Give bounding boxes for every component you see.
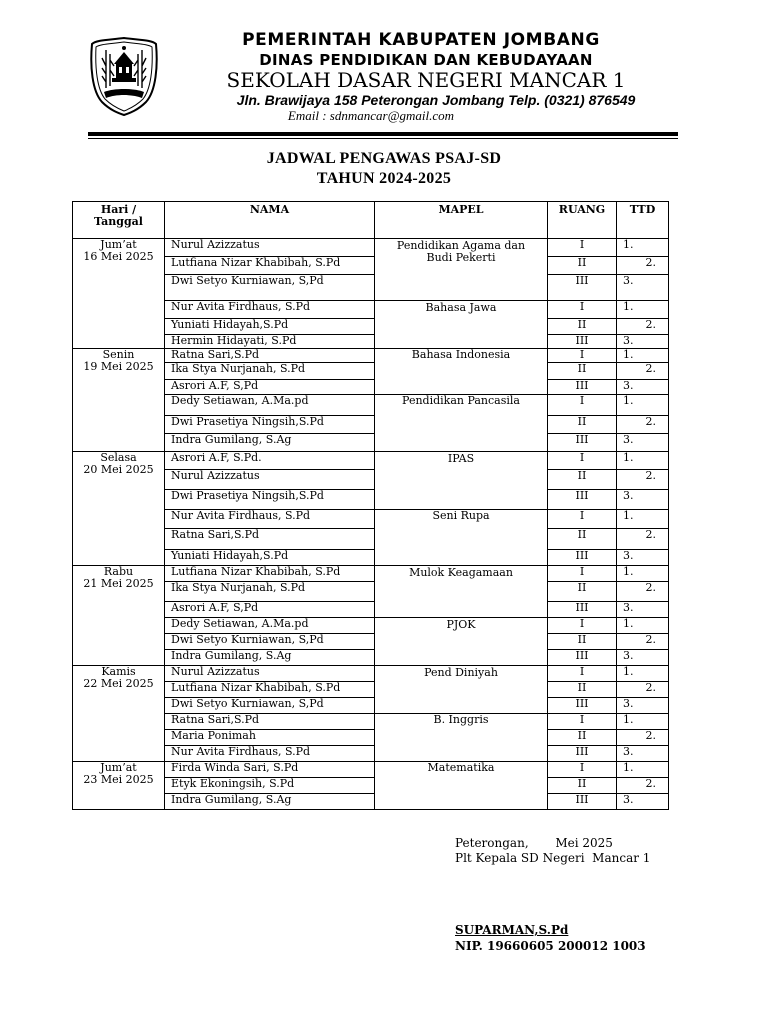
header-nama: NAMA	[165, 202, 375, 239]
jombang-regency-crest-icon	[88, 36, 160, 116]
signature-slot: 3.	[617, 602, 669, 618]
room-cell: II	[548, 778, 617, 794]
supervisor-name: Dedy Setiawan, A.Ma.pd	[165, 395, 375, 416]
signature-slot: 3.	[617, 698, 669, 714]
signature-slot: 2.	[617, 634, 669, 650]
signatory-nip: NIP. 19660605 200012 1003	[455, 939, 646, 953]
room-cell: I	[548, 395, 617, 416]
table-row	[73, 566, 669, 582]
room-cell: II	[548, 529, 617, 550]
room-cell: I	[548, 714, 617, 730]
signature-slot: 3.	[617, 550, 669, 566]
supervisor-name: Etyk Ekoningsih, S.Pd	[165, 778, 375, 794]
supervisor-name: Ratna Sari,S.Pd	[165, 714, 375, 730]
room-cell: I	[548, 666, 617, 682]
subject-cell: Seni Rupa	[375, 510, 548, 566]
room-cell: III	[548, 794, 617, 810]
supervisor-name: Lutfiana Nizar Khabibah, S.Pd	[165, 257, 375, 275]
room-cell: III	[548, 746, 617, 762]
supervisor-name: Indra Gumilang, S.Ag	[165, 434, 375, 452]
room-cell: II	[548, 682, 617, 698]
signature-slot: 1.	[617, 349, 669, 363]
room-cell: III	[548, 698, 617, 714]
signature-slot: 1.	[617, 395, 669, 416]
room-cell: I	[548, 510, 617, 529]
subject-cell: Bahasa Jawa	[375, 301, 548, 349]
school-name: SEKOLAH DASAR NEGERI MANCAR 1	[226, 68, 626, 92]
subject-cell: PJOK	[375, 618, 548, 666]
room-cell: II	[548, 319, 617, 335]
header-ruang: RUANG	[548, 202, 617, 239]
room-cell: II	[548, 634, 617, 650]
supervisor-name: Nurul Azizzatus	[165, 666, 375, 682]
supervisor-name: Firda Winda Sari, S.Pd	[165, 762, 375, 778]
supervisor-name: Asrori A.F, S,Pd	[165, 380, 375, 395]
signature-slot: 1.	[617, 762, 669, 778]
day-cell: Selasa 20 Mei 2025	[73, 452, 165, 566]
room-cell: II	[548, 416, 617, 434]
room-cell: II	[548, 257, 617, 275]
signature-slot: 1.	[617, 566, 669, 582]
supervisor-name: Lutfiana Nizar Khabibah, S.Pd	[165, 682, 375, 698]
table-header-row	[73, 202, 669, 239]
signature-slot: 3.	[617, 434, 669, 452]
subject-cell: Pendidikan Pancasila	[375, 395, 548, 452]
government-name: PEMERINTAH KABUPATEN JOMBANG	[242, 30, 600, 50]
room-cell: III	[548, 490, 617, 510]
room-cell: II	[548, 582, 617, 602]
room-cell: I	[548, 566, 617, 582]
room-cell: III	[548, 550, 617, 566]
signature-slot: 1.	[617, 618, 669, 634]
supervisor-name: Asrori A.F, S.Pd.	[165, 452, 375, 470]
room-cell: I	[548, 301, 617, 319]
signature-slot: 2.	[617, 363, 669, 380]
supervisor-name: Dwi Setyo Kurniawan, S,Pd	[165, 275, 375, 301]
signature-slot: 3.	[617, 490, 669, 510]
supervisor-name: Hermin Hidayati, S.Pd	[165, 335, 375, 349]
signature-slot: 3.	[617, 335, 669, 349]
subject-cell: Pendidikan Agama dan Budi Pekerti	[375, 239, 548, 301]
room-cell: I	[548, 239, 617, 257]
subject-cell: Bahasa Indonesia	[375, 349, 548, 395]
room-cell: III	[548, 434, 617, 452]
signature-slot: 3.	[617, 794, 669, 810]
table-row	[73, 666, 669, 682]
header-hari-tanggal: Hari / Tanggal	[73, 202, 165, 239]
room-cell: I	[548, 452, 617, 470]
document-title: JADWAL PENGAWAS PSAJ-SD	[266, 150, 502, 167]
letterhead-divider-thin	[88, 138, 678, 139]
supervisor-name: Yuniati Hidayah,S.Pd	[165, 319, 375, 335]
supervisor-name: Asrori A.F, S,Pd	[165, 602, 375, 618]
school-address: Jln. Brawijaya 158 Peterongan Jombang Telp. (0321) 876549	[236, 92, 636, 108]
day-cell: Rabu 21 Mei 2025	[73, 566, 165, 666]
signature-slot: 2.	[617, 470, 669, 490]
header-ttd: TTD	[617, 202, 669, 239]
signature-slot: 2.	[617, 682, 669, 698]
supervisor-name: Dwi Setyo Kurniawan, S,Pd	[165, 698, 375, 714]
signature-slot: 2.	[617, 529, 669, 550]
signature-slot: 1.	[617, 666, 669, 682]
day-cell: Kamis 22 Mei 2025	[73, 666, 165, 762]
subject-cell: IPAS	[375, 452, 548, 510]
signature-place-date: Peterongan, Mei 2025	[455, 836, 613, 850]
supervisor-name: Nurul Azizzatus	[165, 239, 375, 257]
room-cell: III	[548, 335, 617, 349]
signature-slot: 2.	[617, 319, 669, 335]
subject-cell: Mulok Keagamaan	[375, 566, 548, 618]
signature-slot: 1.	[617, 239, 669, 257]
signatory-role: Plt Kepala SD Negeri Mancar 1	[455, 851, 651, 865]
supervisor-schedule-table	[72, 201, 669, 810]
signature-slot: 3.	[617, 746, 669, 762]
room-cell: I	[548, 618, 617, 634]
room-cell: III	[548, 275, 617, 301]
room-cell: II	[548, 363, 617, 380]
supervisor-name: Nur Avita Firdhaus, S.Pd	[165, 510, 375, 529]
signature-slot: 2.	[617, 778, 669, 794]
table-row	[73, 452, 669, 470]
letterhead-divider-thick	[88, 132, 678, 136]
room-cell: II	[548, 470, 617, 490]
signature-slot: 1.	[617, 510, 669, 529]
supervisor-name: Dedy Setiawan, A.Ma.pd	[165, 618, 375, 634]
signature-slot: 3.	[617, 275, 669, 301]
table-row	[73, 762, 669, 778]
table-row	[73, 349, 669, 363]
signatory-name: SUPARMAN,S.Pd	[455, 923, 569, 937]
day-cell: Jum’at 23 Mei 2025	[73, 762, 165, 810]
supervisor-name: Ika Stya Nurjanah, S.Pd	[165, 363, 375, 380]
signature-slot: 2.	[617, 416, 669, 434]
document-subtitle: TAHUN 2024-2025	[316, 170, 452, 187]
supervisor-name: Dwi Prasetiya Ningsih,S.Pd	[165, 416, 375, 434]
header-mapel: MAPEL	[375, 202, 548, 239]
supervisor-name: Lutfiana Nizar Khabibah, S.Pd	[165, 566, 375, 582]
supervisor-name: Yuniati Hidayah,S.Pd	[165, 550, 375, 566]
subject-cell: Pend Diniyah	[375, 666, 548, 714]
signature-slot: 1.	[617, 714, 669, 730]
signature-slot: 2.	[617, 582, 669, 602]
supervisor-name: Nur Avita Firdhaus, S.Pd	[165, 301, 375, 319]
signature-slot: 1.	[617, 452, 669, 470]
signature-slot: 1.	[617, 301, 669, 319]
room-cell: I	[548, 762, 617, 778]
day-cell: Jum’at 16 Mei 2025	[73, 239, 165, 349]
supervisor-name: Indra Gumilang, S.Ag	[165, 794, 375, 810]
room-cell: III	[548, 380, 617, 395]
day-cell: Senin 19 Mei 2025	[73, 349, 165, 452]
supervisor-name: Nurul Azizzatus	[165, 470, 375, 490]
supervisor-name: Ika Stya Nurjanah, S.Pd	[165, 582, 375, 602]
room-cell: I	[548, 349, 617, 363]
room-cell: III	[548, 602, 617, 618]
signature-slot: 3.	[617, 650, 669, 666]
supervisor-name: Ratna Sari,S.Pd	[165, 529, 375, 550]
table-row	[73, 239, 669, 257]
school-email: Email : sdnmancar@gmail.com	[287, 108, 455, 123]
subject-cell: B. Inggris	[375, 714, 548, 762]
supervisor-name: Dwi Setyo Kurniawan, S,Pd	[165, 634, 375, 650]
supervisor-name: Maria Ponimah	[165, 730, 375, 746]
room-cell: II	[548, 730, 617, 746]
supervisor-name: Indra Gumilang, S.Ag	[165, 650, 375, 666]
department-name: DINAS PENDIDIKAN DAN KEBUDAYAAN	[259, 51, 593, 69]
room-cell: III	[548, 650, 617, 666]
signature-slot: 2.	[617, 730, 669, 746]
signature-slot: 3.	[617, 380, 669, 395]
subject-cell: Matematika	[375, 762, 548, 810]
signature-slot: 2.	[617, 257, 669, 275]
supervisor-name: Ratna Sari,S.Pd	[165, 349, 375, 363]
supervisor-name: Dwi Prasetiya Ningsih,S.Pd	[165, 490, 375, 510]
supervisor-name: Nur Avita Firdhaus, S.Pd	[165, 746, 375, 762]
